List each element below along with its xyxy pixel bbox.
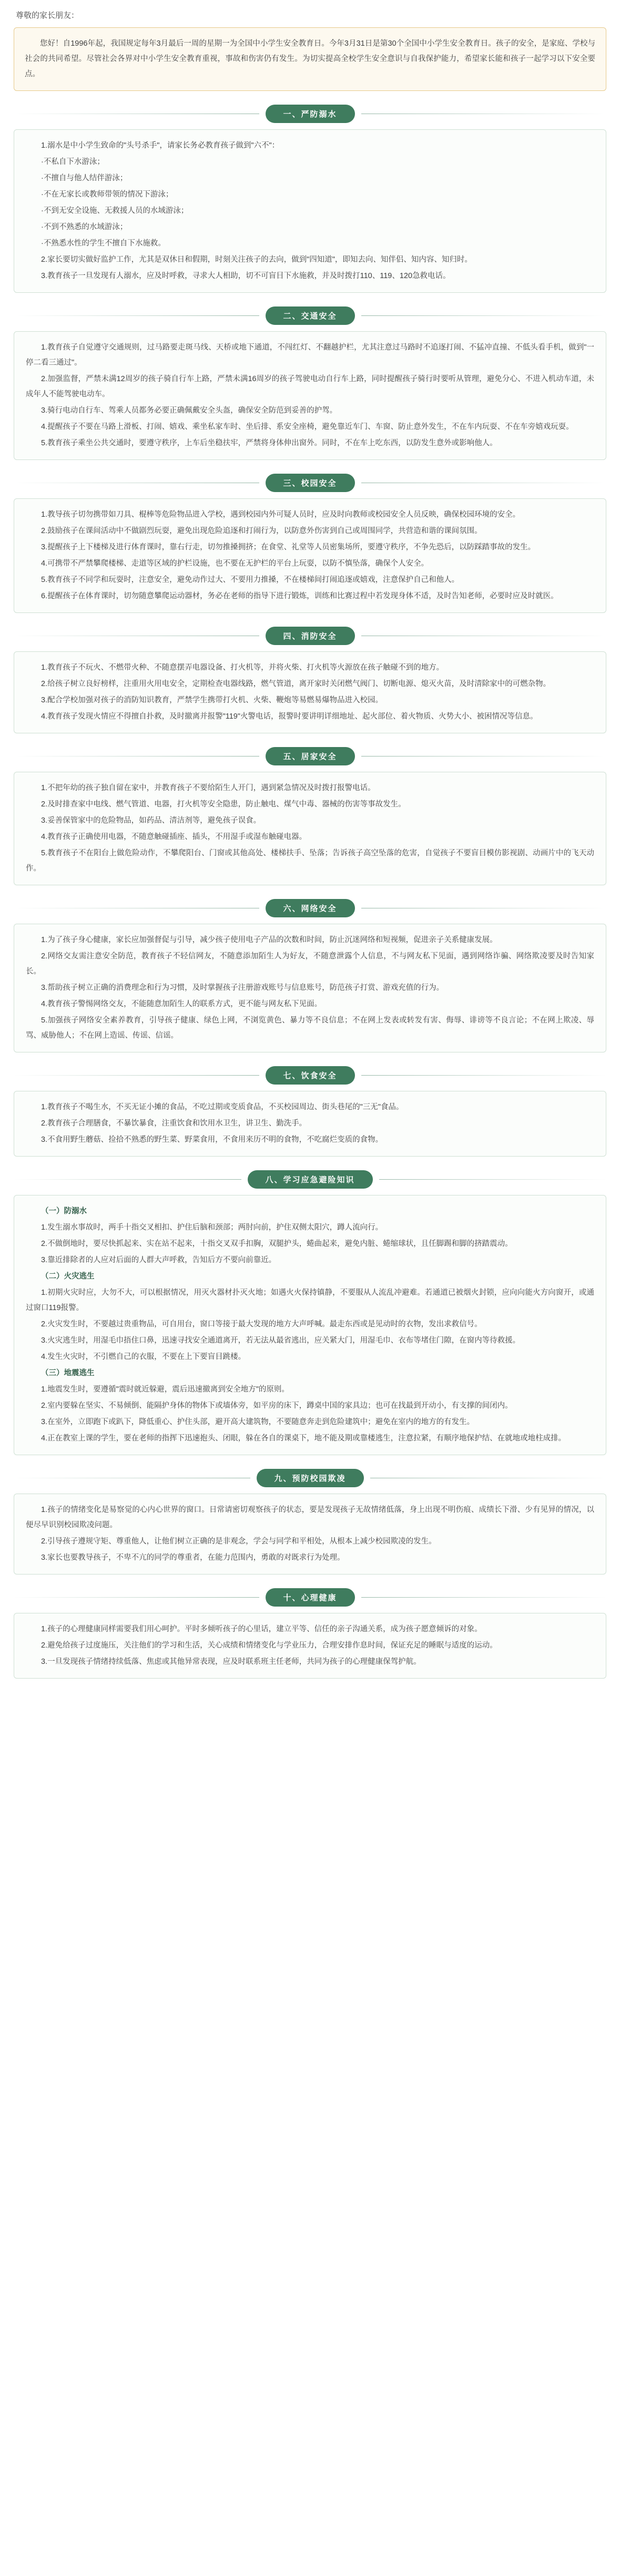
section-header: [14, 1588, 606, 1607]
paragraph: 3.家长也要教导孩子，不卑不亢的同学的尊重者，在能力范围内，勇敢的对既求行为处理。: [41, 1553, 345, 1562]
header-rule-left: [14, 1597, 259, 1598]
paragraph: ·不熟悉水性的学生不擅自下水施救。: [41, 239, 166, 248]
section-title: 九、预防校园欺凌: [257, 1469, 364, 1487]
paragraph: ·不私自下水游泳；: [41, 158, 105, 166]
section-body: [14, 1494, 606, 1575]
paragraph: 5.教育孩子不同学和玩耍时，注意安全，避免动作过大、不要用力推搡，不在楼梯间打闹追逐或嬉戏，注意保护自己和他人。: [41, 576, 460, 584]
paragraph: 1.孩子的情绪变化是易察觉的心内心世界的窗口。日常请密切观察孩子的状态，要是发现孩子无故情绪低落，身上出现不明伤痕、成绩长下滑、少有见异的情况，以便尽早识别校园欺凌问题。: [26, 1506, 594, 1529]
paragraph: 3.配合学校加强对孩子的消防知识教育，严禁学生携带打火机、火柴、鞭炮等易燃易爆物品进入校园。: [41, 696, 383, 704]
paragraph: 2.教育孩子合理膳食，不暴饮暴食，注重饮食和饮用水卫生，讲卫生、勤洗手。: [41, 1119, 307, 1128]
paragraph: 2.加强监督，严禁未满12周岁的孩子骑自行车上路，严禁未满16周岁的孩子驾驶电动自行车上路，同时提醒孩子骑行时要听从管理，避免分心、不进入机动车道，未成年人不能驾驶电动车。: [26, 375, 594, 398]
section-xiaofanganquan: [14, 627, 606, 733]
section-title: 三、校园安全: [266, 474, 355, 492]
subsection-title: （一）防溺水: [41, 1207, 87, 1215]
header-rule-left: [14, 1075, 259, 1076]
section-body: [14, 651, 606, 733]
paragraph: 3.提醒孩子上下楼梯及进行体育课时，靠右行走，切勿推搡拥挤；在食堂、礼堂等人员密集场所，要遵守秩序，不争先恐后，以防踩踏事故的发生。: [41, 543, 536, 551]
paragraph: 1.教育孩子自觉遵守交通规则，过马路要走斑马线、天桥或地下通道，不闯红灯、不翻越护栏，尤其注意过马路时不追逐打闹、不猛冲直撞、不低头看手机，做到"一停二看三通过"。: [26, 343, 594, 367]
section-title: 六、网络安全: [266, 899, 355, 917]
paragraph: 2.网络交友需注意安全防范，教育孩子不轻信网友，不随意添加陌生人为好友，不随意泄露个人信息，不与网友私下见面，遇到网络诈骗、网络欺凌要及时告知家长。: [26, 952, 594, 976]
paragraph: 2.避免给孩子过度施压，关注他们的学习和生活，关心成绩和情绪变化与学业压力，合理安排作息时间，保证充足的睡眠与适度的运动。: [41, 1641, 497, 1650]
header-rule-left: [14, 315, 259, 316]
section-jiaotonganquan: [14, 306, 606, 460]
section-header: [14, 105, 606, 123]
section-yingjibixian: [14, 1170, 606, 1455]
intro-paragraph: 您好！自1996年起，我国规定每年3月最后一周的星期一为全国中小学生安全教育日。今年3月31日是第30个全国中小学生安全教育日。孩子的安全，是家庭、学校与社会的共同希望。尽管社会各界对中小学生安全教育重视，事故和伤害仍有发生。为切实提高全校学生安全意识与自我保护能力，希望家长能和孩子一起学习以下安全要点。: [25, 39, 595, 78]
paragraph: 2.及时排查家中电线、燃气管道、电器，打火机等安全隐患，防止触电、煤气中毒、器械的伤害等事故发生。: [41, 800, 406, 809]
paragraph: 3.妥善保管家中的危险物品，如药品、清洁剂等，避免孩子误食。: [41, 816, 261, 825]
section-body: [14, 1091, 606, 1157]
paragraph: 2.引导孩子遵规守矩、尊重他人，让他们树立正确的是非观念，学会与同学和平相处，从根本上减少校园欺凌的发生。: [41, 1537, 436, 1546]
section-body: [14, 772, 606, 885]
header-rule-right: [379, 1179, 607, 1180]
paragraph: 2.鼓励孩子在课间活动中不做剧烈玩耍，避免出现危险追逐和打闹行为，以防意外伤害到自己或周围同学，共营造和谐的课间氛围。: [41, 527, 482, 535]
section-body: [14, 331, 606, 460]
section-body: [14, 129, 606, 293]
section-title: 二、交通安全: [266, 306, 355, 325]
section-xinlijiankang: [14, 1588, 606, 1679]
section-title: 七、饮食安全: [266, 1066, 355, 1085]
salutation: 尊敬的家长朋友：: [16, 11, 79, 20]
paragraph: 4.教育孩子正确使用电器，不随意触碰插座、插头，不用湿手或湿布触碰电器。: [41, 833, 307, 841]
section-body: [14, 1195, 606, 1455]
section-yinshiaanquan: [14, 1066, 606, 1157]
section-xiaoyuananquan: [14, 474, 606, 613]
section-header: [14, 627, 606, 645]
paragraph: 5.教育孩子不在阳台上做危险动作，不攀爬阳台、门窗或其他高处、楼梯扶手、坠落；告诉孩子高空坠落的危害，自觉孩子不要盲目模仿影视剧、动画片中的飞天动作。: [26, 849, 594, 873]
paragraph: 1.教育孩子不喝生水，不买无证小摊的食品，不吃过期或变质食品，不买校园周边、街头巷尾的"三无"食品。: [41, 1103, 404, 1111]
paragraph: 3.在室外，立即跑下或趴下，降低重心、护住头部，避开高大建筑物，不要随意奔走到危险建筑中；避免在室内的地方的有发生。: [41, 1418, 475, 1426]
section-yufangqiling: [14, 1469, 606, 1575]
paragraph: 3.教育孩子一旦发现有人溺水，应及时呼救，寻求大人相助，切不可盲目下水施救，并及时拨打110、119、120急救电话。: [41, 272, 451, 280]
paragraph: ·不在无家长或教师带领的情况下游泳；: [41, 190, 174, 199]
section-title: 八、学习应急避险知识: [248, 1170, 373, 1189]
header-rule-left: [14, 756, 259, 757]
paragraph: 2.给孩子树立良好榜样，注重用火用电安全，定期检查电器线路，燃气管道，离开家时关闭燃气阀门、切断电源、熄灭火苗，及时清除家中的可燃杂物。: [41, 680, 551, 688]
paragraph: ·不擅自与他人结伴游泳；: [41, 174, 128, 182]
section-header: [14, 747, 606, 765]
paragraph: 2.火灾发生时，不要越过贵重物品，可自用台，窗口等接于最大发现的地方大声呼喊。最走东西或是见动时的衣物，发出求救信号。: [41, 1320, 482, 1328]
paragraph: ·不到无安全设施、无救援人员的水域游泳；: [41, 207, 189, 215]
paragraph: 4.正在教室上课的学生，要在老师的指挥下迅速抱头、闭眼，躲在各自的课桌下，地不能及期或靠楼逃生，注意拉紧，有顺序地保护结、在就地或地柱成排。: [41, 1434, 566, 1443]
section-title: 五、居家安全: [266, 747, 355, 765]
section-header: [14, 1469, 606, 1487]
section-header: [14, 899, 606, 917]
intro-box: [14, 27, 606, 91]
section-header: [14, 1170, 606, 1189]
paragraph: 3.骑行电动自行车、驾乘人员都务必要正确佩戴安全头盔，确保安全防范到妥善的护驾。: [41, 406, 338, 415]
header-rule-right: [361, 1597, 607, 1598]
paragraph: 2.家长要切实做好监护工作，尤其是双休日和假期，时刻关注孩子的去向，做到"四知道"，即知去向、知伴侣、知内容、知归时。: [41, 255, 472, 264]
paragraph: ·不到不熟悉的水域游泳；: [41, 223, 128, 231]
section-jujiaanquan: [14, 747, 606, 885]
section-fangniaoshui: [14, 105, 606, 293]
paragraph: 1.地震发生时，要遵循"震时就近躲避，震后迅速撤离到安全地方"的原则。: [41, 1385, 289, 1394]
paragraph: 4.教育孩子警惕网络交友，不能随意加陌生人的联系方式，更不能与网友私下见面。: [41, 1000, 322, 1008]
paragraph: 1.教育孩子不玩火、不燃带火种、不随意摆弄电器设备、打火机等，并将火柴、打火机等火源放在孩子触碰不到的地方。: [41, 663, 444, 672]
section-body: [14, 1613, 606, 1679]
paragraph: 3.靠近排除者的人应对后面的人群大声呼救，告知后方不要向前靠近。: [41, 1256, 277, 1264]
paragraph: 1.孩子的心理健康同样需要我们用心呵护。平时多倾听孩子的心里话，建立平等、信任的亲子沟通关系，成为孩子愿意倾诉的对象。: [41, 1625, 482, 1633]
paragraph: 4.教育孩子发现火情应不得擅自扑救，及时撤离并报警"119"火警电话，报警时要讲明详细地址、起火部位、着火物质、火势大小、被困情况等信息。: [41, 712, 538, 721]
paragraph: 1.溺水是中小学生致命的"头号杀手"，请家长务必教育孩子做到"六不"：: [41, 141, 280, 150]
section-title: 一、严防溺水: [266, 105, 355, 123]
section-wangluoanquan: [14, 899, 606, 1052]
paragraph: 3.一旦发现孩子情绪持续低落、焦虑或其他异常表现，应及时联系班主任老师，共同为孩子的心理健康保驾护航。: [41, 1658, 421, 1666]
paragraph: 5.加强孩子网络安全素养教育，引导孩子健康、绿色上网，不浏览黄色、暴力等不良信息；不在网上发表或转发有害、侮辱、诽谤等不良言论；不在网上欺凌、辱骂、威胁他人；不在网上造谣、传谣、信谣。: [26, 1016, 594, 1040]
paragraph: 4.可携带不严禁攀爬楼梯、走道等区域的护栏设施，也不要在无护栏的平台上玩耍，以防不慎坠落，确保个人安全。: [41, 559, 429, 568]
section-header: [14, 474, 606, 492]
paragraph: 4.提醒孩子不要在马路上滑板、打闹、嬉戏、乘坐私家车时、坐后排、系安全座椅，避免靠近车门、车窗、防止意外发生，不在车内玩耍、不在车旁嬉戏玩耍。: [41, 423, 574, 431]
section-header: [14, 306, 606, 325]
paragraph: 3.帮助孩子树立正确的消费理念和行为习惯，及时掌握孩子注册游戏账号与信息账号，防范孩子打赏、游戏充值的行为。: [41, 984, 444, 992]
header-rule-right: [361, 315, 607, 316]
section-body: [14, 498, 606, 613]
paragraph: 2.不做倒地时，要尽快抓起来、实在站不起来，十指交叉双手扣胸，双腿护头，蜷曲起来，避免内脏、蜷缩球状，且任脚踢和脚的挤踏震动。: [41, 1240, 513, 1248]
section-header: [14, 1066, 606, 1085]
section-title: 十、心理健康: [266, 1588, 355, 1607]
header-rule-right: [361, 1075, 607, 1076]
paragraph: 3.火灾逃生时，用湿毛巾捂住口鼻，迅速寻找安全通道离开，若无法从最省逃出，应关紧大门，用湿毛巾、衣布等堵住门隙，在窗内等待救援。: [41, 1336, 521, 1345]
paragraph: 4.发生火灾时，不引燃自己的衣服，不要在上下要盲目跳楼。: [41, 1353, 246, 1361]
section-title: 四、消防安全: [266, 627, 355, 645]
paragraph: 1.教导孩子切勿携带如刀具、棍棒等危险物品进入学校，遇到校园内外可疑人员时，应及时向教师或校园安全人员反映，确保校园环境的安全。: [41, 510, 521, 519]
header-rule-left: [14, 1179, 241, 1180]
header-rule-right: [361, 756, 607, 757]
paragraph: 2.室内要躲在坚实、不易倾倒、能隔护身体的物体下或墙体旁，如平房的床下，蹲桌中国的家具边；也可在找最到开动小，有支撑的间闭内。: [41, 1402, 513, 1410]
subsection-title: （二）火灾逃生: [41, 1272, 95, 1281]
paragraph: 1.发生溺水事故时，两手十指交叉相扣、护住后脑和颈部；两肘向前，护住双侧太阳穴，蹲人流向行。: [41, 1223, 383, 1232]
section-body: [14, 924, 606, 1052]
paragraph: 1.初期火灾时应，大勿不大，可以根据情况，用灭火器材扑灭火地；如遇火火保持镇静，不要服从人流乱冲避难。若通道已被烟火封锁，应向向能火方向窗开，或通过窗口119报警。: [26, 1289, 594, 1312]
paragraph: 1.为了孩子身心健康，家长应加强督促与引导，减少孩子使用电子产品的次数和时间，防止沉迷网络和短视频，促进亲子关系健康发展。: [41, 936, 497, 944]
paragraph: 1.不把年幼的孩子独自留在家中，并教育孩子不要给陌生人开门，遇到紧急情况及时拨打报警电话。: [41, 784, 375, 792]
paragraph: 6.提醒孩子在体育课时，切勿随意攀爬运动器材，务必在老师的指导下进行锻炼，训练和比赛过程中若发现身体不适，及时告知老师，必要时应及时就医。: [41, 592, 558, 600]
paragraph: 5.教育孩子乘坐公共交通时，要遵守秩序，上车后坐稳扶牢，严禁将身体伸出窗外。同时，不在车上吃东西，以防发生意外或影响他人。: [41, 439, 497, 447]
subsection-title: （三）地震逃生: [41, 1369, 95, 1377]
paragraph: 3.不食用野生蘑菇、捡拾不熟悉的野生菜、野菜食用，不食用来历不明的食物，不吃腐烂变质的食物。: [41, 1136, 383, 1144]
